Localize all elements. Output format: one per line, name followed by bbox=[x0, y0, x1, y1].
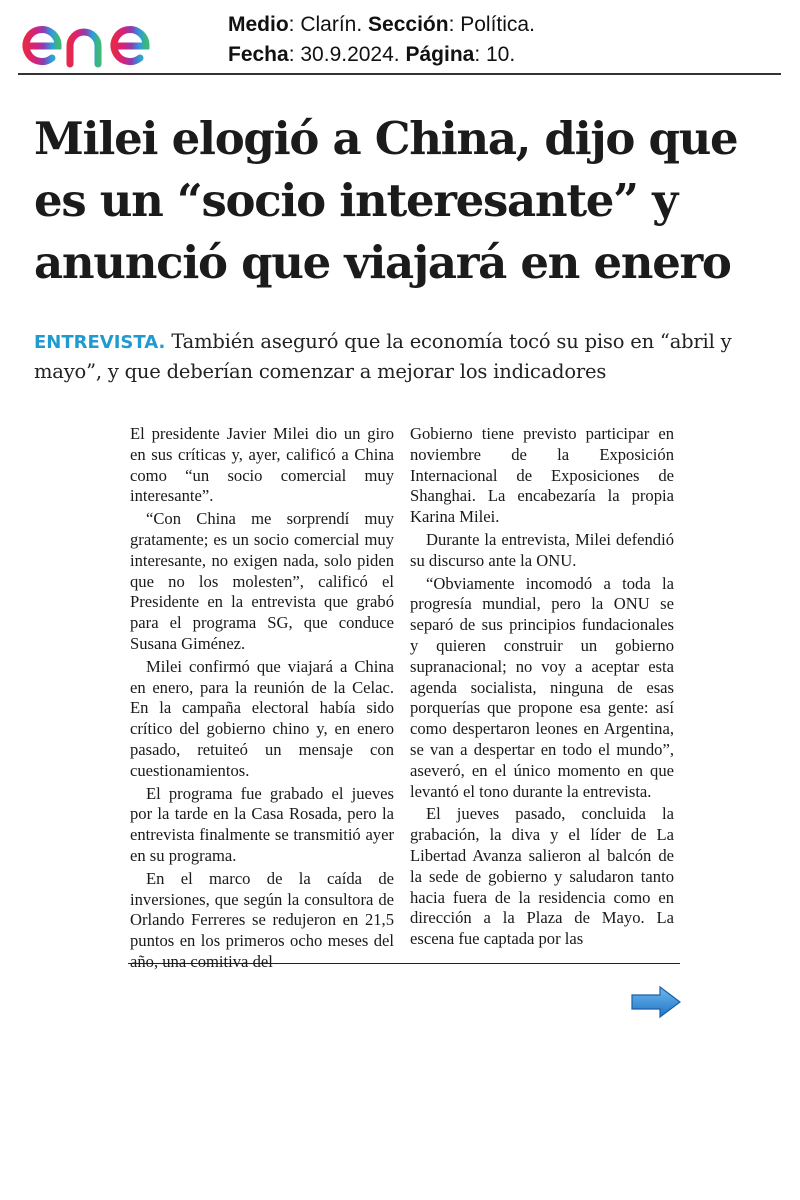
paragraph: El jueves pasado, concluida la grabación, la diva y el líder de La Libertad Avanza salieron al balcón de la sede de gobierno y saludaron tanto hacia fuera de la residencia como en dirección a la Plaza de Mayo. La escena fue captada por las bbox=[410, 804, 674, 949]
meta-line-2 bbox=[228, 40, 788, 70]
article-bottom-divider bbox=[128, 963, 680, 964]
article-column-2 bbox=[410, 424, 674, 949]
paragraph: “Con China me sorprendí muy gratamente; es un socio comercial muy interesante, no exigen nada, solo piden que no los molesten”, calificó el Presidente en la entrevista que grabó para el programa SG, que conduce Susana Giménez. bbox=[130, 509, 394, 653]
paragraph: “Obviamente incomodó a toda la progresía mundial, pero la ONU se separó de sus principios fundacionales y quieren construir un gobierno supranacional; no voy a aceptar esta agenda socialista, ninguna de esas porquerías que propone esa gente: así como despertaron leones en Argentina, se van a despertar en todo el mundo”, aseveró, en el único momento en que levantó el tono durante la entrevista. bbox=[410, 573, 674, 801]
fecha-value: : 30.9.2024. bbox=[288, 43, 406, 66]
meta-line-1 bbox=[228, 10, 788, 40]
kicker-text: También aseguró que la economía tocó su piso en “abril y mayo”, y que deberían comenzar a mejorar los indicadores bbox=[34, 330, 732, 383]
seccion-label: Sección bbox=[368, 13, 449, 36]
seccion-value: : Política. bbox=[448, 13, 535, 36]
header-divider bbox=[18, 73, 781, 75]
paragraph: El presidente Javier Milei dio un giro en sus críticas y, ayer, calificó a China como “un socio comercial muy interesante”. bbox=[130, 424, 394, 506]
pagina-label: Página bbox=[405, 43, 475, 66]
clipping-metadata bbox=[228, 10, 788, 70]
pagina-value: : 10. bbox=[474, 43, 516, 66]
article-column-1 bbox=[130, 424, 394, 971]
article-headline: Milei elogió a China, dijo que es un “socio interesante” y anunció que viajará en enero bbox=[34, 112, 738, 289]
paragraph: Durante la entrevista, Milei defendió su discurso ante la ONU. bbox=[410, 529, 674, 570]
medio-label: Medio bbox=[228, 13, 289, 36]
enel-logo bbox=[18, 8, 190, 70]
kicker-tag: ENTREVISTA. bbox=[34, 332, 166, 353]
paragraph: Milei confirmó que viajará a China en enero, para la reunión de la Celac. En la campaña electoral había sido crítico del gobierno chino y, en enero pasado, retuiteó un mensaje con cuestionamientos. bbox=[130, 656, 394, 780]
fecha-label: Fecha bbox=[228, 43, 289, 66]
paragraph: En el marco de la caída de inversiones, que según la consultora de Orlando Ferreres se redujeron en 21,5 puntos en los primeros ocho meses del año, una comitiva del bbox=[130, 868, 394, 971]
paragraph: El programa fue grabado el jueves por la tarde en la Casa Rosada, pero la entrevista finalmente se transmitió ayer en su programa. bbox=[130, 783, 394, 865]
article-kicker bbox=[34, 327, 784, 386]
paragraph: Gobierno tiene previsto participar en noviembre de la Exposición Internacional de Exposiciones de Shanghai. La encabezaría la propia Karina Milei. bbox=[410, 424, 674, 527]
medio-value: : Clarín. bbox=[288, 13, 369, 36]
arrow-right-icon[interactable] bbox=[630, 985, 682, 1019]
